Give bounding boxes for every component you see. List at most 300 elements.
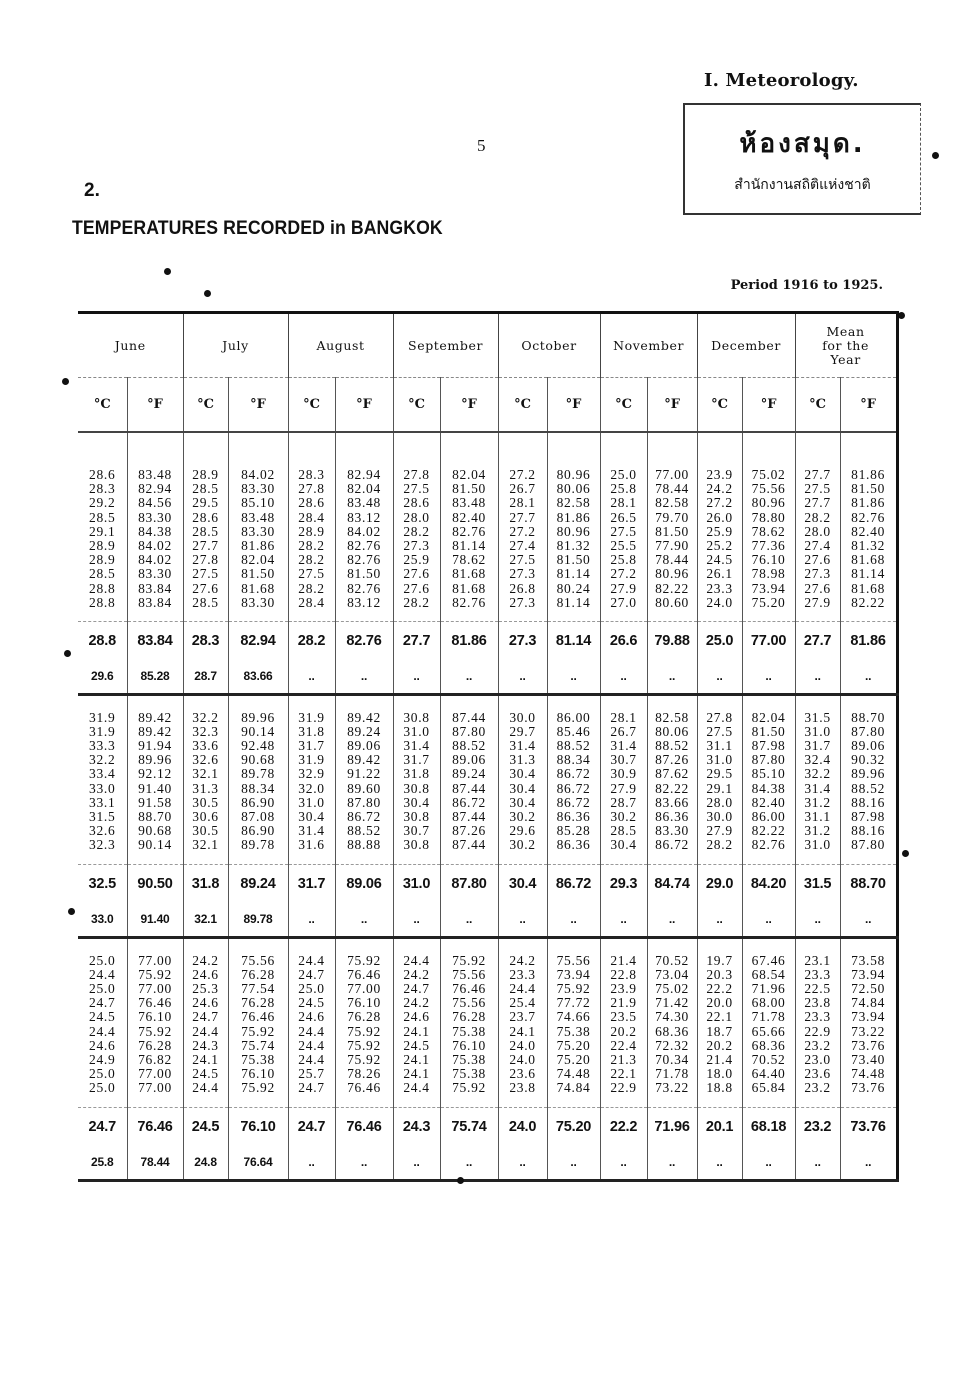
value-cell: 25.7 [298, 1066, 325, 1082]
value-cell: 28.5 [192, 594, 219, 610]
value-cell: 31.4 [804, 780, 831, 796]
value-cell: 72.32 [655, 1037, 689, 1053]
value-cell: 82.40 [751, 794, 786, 810]
value-cell: 31.4 [610, 737, 637, 753]
value-cell: 91.94 [138, 737, 172, 753]
november-celsius-column [600, 937, 647, 1107]
value-cell: 27.5 [509, 552, 536, 568]
value-cell: 30.4 [298, 808, 325, 824]
october-fahrenheit-header: °F [547, 378, 600, 433]
summary-cell: .. [647, 1146, 697, 1181]
value-cell: 31.3 [509, 752, 536, 768]
value-cell: 75.56 [241, 952, 275, 968]
summary-row [78, 864, 897, 903]
value-cell: 76.46 [452, 980, 486, 996]
value-cell: 28.2 [298, 552, 325, 568]
value-cell: 29.1 [89, 523, 116, 539]
value-cell: 31.4 [509, 737, 536, 753]
value-cell: 88.70 [138, 808, 172, 824]
value-cell: 24.4 [509, 980, 536, 996]
summary-cell: 77.00 [742, 621, 795, 660]
value-cell: 28.2 [403, 523, 430, 539]
december-celsius-column [697, 937, 742, 1107]
value-cell: 24.7 [298, 966, 325, 982]
august-celsius-column [288, 694, 335, 864]
value-cell: 27.5 [706, 723, 733, 739]
november-celsius-column [600, 694, 647, 864]
september-fahrenheit-header: °F [440, 378, 498, 433]
unit-header-row [78, 378, 897, 433]
value-cell: 82.58 [655, 709, 689, 725]
value-cell: 77.36 [751, 538, 786, 554]
value-cell: 24.7 [403, 980, 430, 996]
summary-cell: 83.84 [127, 621, 183, 660]
value-cell: 25.3 [192, 980, 219, 996]
value-cell: 24.5 [706, 552, 733, 568]
value-cell: 89.42 [138, 709, 172, 725]
value-cell: 31.8 [298, 723, 325, 739]
value-cell: 83.66 [655, 794, 689, 810]
value-cell: 82.76 [347, 552, 381, 568]
value-cell: 32.6 [89, 823, 116, 839]
value-cell: 27.3 [804, 566, 831, 582]
value-cell: 81.14 [556, 594, 591, 610]
value-cell: 33.6 [192, 737, 219, 753]
value-cell: 28.4 [298, 594, 325, 610]
value-cell: 28.5 [89, 509, 116, 525]
value-cell: 29.1 [706, 780, 733, 796]
summary-cell: 33.0 [78, 903, 127, 938]
december-fahrenheit-column [742, 694, 795, 864]
october-fahrenheit-column [547, 432, 600, 621]
summary-cell: .. [498, 1146, 547, 1181]
october-fahrenheit-column [547, 937, 600, 1107]
value-cell: 82.76 [751, 837, 786, 853]
value-cell: 77.00 [138, 952, 172, 968]
value-cell: 28.5 [192, 523, 219, 539]
value-cell: 84.56 [138, 495, 172, 511]
value-cell: 31.4 [403, 737, 430, 753]
value-cell: 30.7 [403, 823, 430, 839]
value-cell: 26.0 [706, 509, 733, 525]
value-cell: 30.8 [403, 780, 430, 796]
stamp-line-1: ห้องสมุด. [739, 129, 866, 159]
summary-cell: .. [840, 903, 897, 938]
value-cell: 29.6 [509, 823, 536, 839]
value-cell: 65.84 [751, 1080, 786, 1096]
value-cell: 27.4 [509, 538, 536, 554]
value-cell: 28.6 [89, 467, 116, 482]
value-cell: 83.48 [138, 467, 172, 482]
value-cell: 28.5 [610, 823, 637, 839]
summary-cell: .. [697, 660, 742, 695]
summary-cell: 28.8 [88, 632, 116, 649]
value-cell: 81.68 [851, 580, 886, 596]
value-cell: 83.48 [452, 495, 486, 511]
december-celsius-column [697, 432, 742, 621]
value-cell: 82.76 [452, 594, 486, 610]
november-celsius-column [600, 432, 647, 621]
august-fahrenheit-column [335, 937, 393, 1107]
summary-row [78, 903, 897, 938]
value-cell: 83.30 [655, 823, 689, 839]
value-cell: 82.58 [655, 495, 689, 511]
value-cell: 84.02 [138, 538, 172, 554]
value-cell: 24.0 [509, 1051, 536, 1067]
value-cell: 75.56 [751, 481, 786, 497]
value-cell: 27.8 [298, 481, 325, 497]
value-cell: 31.5 [804, 709, 831, 725]
value-cell: 28.9 [298, 523, 325, 539]
value-cell: 30.4 [403, 794, 430, 810]
value-cell: 87.44 [452, 780, 486, 796]
value-cell: 86.72 [347, 808, 381, 824]
value-cell: 32.3 [192, 723, 219, 739]
value-cell: 82.22 [751, 823, 786, 839]
summary-cell: .. [498, 903, 547, 938]
value-cell: 75.20 [556, 1037, 591, 1053]
value-cell: 24.5 [298, 995, 325, 1011]
value-cell: 31.5 [89, 808, 116, 824]
value-cell: 83.48 [347, 495, 381, 511]
summary-cell: 76.10 [228, 1107, 288, 1146]
value-cell: 85.10 [751, 766, 786, 782]
value-cell: 81.50 [655, 523, 689, 539]
value-cell: 89.06 [851, 737, 886, 753]
value-cell: 25.9 [403, 552, 430, 568]
august-fahrenheit-column [335, 432, 393, 621]
value-cell: 86.72 [556, 766, 591, 782]
value-cell: 75.92 [347, 1037, 381, 1053]
value-cell: 27.6 [192, 580, 219, 596]
value-cell: 27.9 [610, 780, 637, 796]
value-cell: 87.26 [655, 752, 689, 768]
value-cell: 24.6 [192, 995, 219, 1011]
summary-cell: 22.2 [600, 1107, 647, 1146]
value-cell: 31.9 [298, 709, 325, 725]
library-stamp [683, 103, 921, 215]
summary-cell: 73.76 [840, 1107, 897, 1146]
value-cell: 76.82 [138, 1051, 172, 1067]
value-cell: 83.12 [347, 509, 381, 525]
value-cell: 64.40 [751, 1066, 786, 1082]
june-celsius-column [78, 937, 127, 1107]
value-cell: 89.96 [138, 752, 172, 768]
september-fahrenheit-column [440, 432, 498, 621]
value-cell: 25.0 [89, 1080, 116, 1096]
value-cell: 70.34 [655, 1051, 689, 1067]
value-cell: 27.5 [610, 523, 637, 539]
value-cell: 24.1 [192, 1051, 219, 1067]
value-cell: 33.3 [89, 737, 116, 753]
value-cell: 76.10 [347, 995, 381, 1011]
value-cell: 28.6 [192, 509, 219, 525]
value-cell: 32.3 [89, 837, 116, 853]
summary-cell: .. [440, 1146, 498, 1181]
value-cell: 31.4 [298, 823, 325, 839]
value-cell: 87.80 [851, 837, 886, 853]
value-cell: 87.98 [751, 737, 786, 753]
july-fahrenheit-column [228, 937, 288, 1107]
summary-cell: 27.7 [795, 621, 840, 660]
value-cell: 27.2 [706, 495, 733, 511]
value-cell: 71.42 [655, 995, 689, 1011]
value-cell: 28.5 [89, 566, 116, 582]
july-celsius-column [183, 694, 228, 864]
september-celsius-column [393, 694, 440, 864]
value-cell: 27.3 [509, 566, 536, 582]
value-cell: 77.54 [241, 980, 275, 996]
summary-cell: 30.4 [498, 864, 547, 903]
value-cell: 82.04 [751, 709, 786, 725]
value-cell: 27.2 [509, 523, 536, 539]
value-cell: 32.1 [192, 837, 219, 853]
value-cell: 22.2 [706, 980, 733, 996]
value-cell: 27.5 [298, 566, 325, 582]
value-cell: 28.2 [804, 509, 831, 525]
value-cell: 76.46 [347, 1080, 381, 1096]
summary-cell: 24.7 [288, 1107, 335, 1146]
value-cell: 30.8 [403, 837, 430, 853]
value-cell: 71.78 [751, 1009, 786, 1025]
value-cell: 27.3 [509, 594, 536, 610]
value-cell: 28.6 [403, 495, 430, 511]
value-cell: 20.0 [706, 995, 733, 1011]
value-cell: 70.52 [655, 952, 689, 968]
summary-cell: 28.3 [183, 621, 228, 660]
value-cell: 75.38 [452, 1066, 486, 1082]
value-cell: 29.2 [89, 495, 116, 511]
september-fahrenheit-column [440, 694, 498, 864]
value-cell: 27.5 [804, 481, 831, 497]
summary-cell: .. [440, 660, 498, 695]
value-cell: 23.6 [804, 1066, 831, 1082]
value-cell: 24.2 [192, 952, 219, 968]
summary-cell: 26.6 [600, 621, 647, 660]
month-header-july: July [183, 313, 288, 378]
value-cell: 28.8 [89, 580, 116, 596]
value-cell: 83.84 [138, 580, 172, 596]
value-cell: 22.9 [804, 1023, 831, 1039]
value-cell: 75.92 [556, 980, 591, 996]
value-cell: 81.50 [556, 552, 591, 568]
value-cell: 25.9 [706, 523, 733, 539]
value-cell: 29.5 [706, 766, 733, 782]
value-cell: 87.44 [452, 837, 486, 853]
september-celsius-header: °C [393, 378, 440, 433]
value-cell: 27.0 [610, 594, 637, 610]
month-header-august: August [288, 313, 393, 378]
value-cell: 82.40 [851, 523, 886, 539]
value-cell: 81.14 [452, 538, 486, 554]
december-celsius-header: °C [697, 378, 742, 433]
summary-cell: 28.7 [183, 660, 228, 695]
year-mean-fahrenheit-column [840, 694, 897, 864]
value-cell: 81.68 [851, 552, 886, 568]
ink-speck [898, 312, 905, 319]
value-cell: 22.8 [610, 966, 637, 982]
value-cell: 73.22 [655, 1080, 689, 1096]
value-cell: 82.76 [347, 580, 381, 596]
value-cell: 32.2 [89, 752, 116, 768]
value-cell: 24.4 [298, 1037, 325, 1053]
value-cell: 23.6 [509, 1066, 536, 1082]
value-cell: 76.28 [241, 995, 275, 1011]
value-cell: 27.2 [610, 566, 637, 582]
value-cell: 80.06 [556, 481, 591, 497]
value-cell: 23.3 [804, 1009, 831, 1025]
value-cell: 24.3 [192, 1037, 219, 1053]
value-cell: 75.56 [452, 995, 486, 1011]
table-title: TEMPERATURES RECORDED in BANGKOK [72, 218, 443, 239]
value-cell: 27.6 [403, 580, 430, 596]
june-fahrenheit-header: °F [127, 378, 183, 433]
value-cell: 25.0 [89, 952, 116, 968]
value-cell: 88.52 [452, 737, 486, 753]
value-cell: 24.2 [706, 481, 733, 497]
ink-speck [64, 650, 71, 657]
value-cell: 81.14 [851, 566, 886, 582]
value-cell: 24.4 [298, 1023, 325, 1039]
value-cell: 30.4 [509, 794, 536, 810]
month-header-row [78, 313, 897, 378]
summary-cell: 71.96 [647, 1107, 697, 1146]
value-cell: 32.2 [192, 709, 219, 725]
value-cell: 86.72 [452, 794, 486, 810]
summary-cell: 31.7 [288, 864, 335, 903]
value-cell: 77.00 [138, 980, 172, 996]
value-cell: 76.10 [138, 1009, 172, 1025]
value-cell: 28.3 [89, 481, 116, 497]
value-cell: 68.36 [655, 1023, 689, 1039]
year-mean-fahrenheit-header: °F [840, 378, 897, 433]
summary-cell: 79.88 [647, 621, 697, 660]
value-cell: 82.76 [452, 523, 486, 539]
value-cell: 23.5 [610, 1009, 637, 1025]
value-cell: 31.8 [403, 766, 430, 782]
value-cell: 76.10 [241, 1066, 275, 1082]
value-cell: 86.72 [556, 780, 591, 796]
value-cell: 82.04 [452, 467, 486, 482]
value-cell: 87.80 [751, 752, 786, 768]
value-cell: 86.90 [241, 794, 275, 810]
value-cell: 71.78 [655, 1066, 689, 1082]
value-cell: 81.86 [851, 467, 886, 482]
value-cell: 68.36 [751, 1037, 786, 1053]
value-cell: 24.4 [89, 966, 116, 982]
value-cell: 80.96 [655, 566, 689, 582]
ink-speck [164, 268, 171, 275]
summary-row [78, 1107, 897, 1146]
november-celsius-header: °C [600, 378, 647, 433]
value-cell: 89.78 [241, 837, 275, 853]
summary-cell: .. [742, 903, 795, 938]
summary-cell: 88.70 [840, 864, 897, 903]
value-cell: 83.30 [241, 481, 275, 497]
october-celsius-column [498, 432, 547, 621]
value-cell: 24.9 [89, 1051, 116, 1067]
value-cell: 82.94 [347, 467, 381, 482]
november-fahrenheit-column [647, 937, 697, 1107]
ink-speck [62, 378, 69, 385]
year-mean-celsius-column [795, 432, 840, 621]
value-cell: 24.6 [403, 1009, 430, 1025]
value-cell: 33.1 [89, 794, 116, 810]
value-cell: 24.1 [509, 1023, 536, 1039]
year-mean-fahrenheit-column [840, 937, 897, 1107]
value-cell: 73.04 [655, 966, 689, 982]
value-cell: 76.28 [241, 966, 275, 982]
value-cell: 30.2 [509, 808, 536, 824]
value-cell: 74.84 [851, 995, 886, 1011]
summary-cell: 24.3 [393, 1107, 440, 1146]
summary-cell: 89.24 [228, 864, 288, 903]
value-cell: 23.9 [610, 980, 637, 996]
value-cell: 28.2 [706, 837, 733, 853]
value-cell: 25.2 [706, 538, 733, 554]
value-cell: 20.2 [610, 1023, 637, 1039]
value-cell: 89.60 [347, 780, 381, 796]
value-cell: 24.4 [298, 1051, 325, 1067]
summary-cell: .. [335, 1146, 393, 1181]
value-cell: 81.50 [241, 566, 275, 582]
summary-cell: 68.18 [742, 1107, 795, 1146]
value-cell: 31.7 [298, 737, 325, 753]
period-label: Period 1916 to 1925. [730, 278, 883, 293]
summary-cell: 32.5 [88, 875, 116, 892]
august-fahrenheit-header: °F [335, 378, 393, 433]
value-cell: 24.1 [403, 1023, 430, 1039]
value-cell: 28.9 [89, 552, 116, 568]
value-cell: 81.50 [452, 481, 486, 497]
summary-cell: 89.06 [335, 864, 393, 903]
value-cell: 23.2 [804, 1080, 831, 1096]
value-cell: 31.9 [298, 752, 325, 768]
summary-cell: 31.0 [393, 864, 440, 903]
value-cell: 23.0 [804, 1051, 831, 1067]
value-cell: 23.8 [509, 1080, 536, 1096]
value-cell: 27.9 [706, 823, 733, 839]
value-cell: 24.4 [403, 1080, 430, 1096]
summary-cell: .. [498, 660, 547, 695]
summary-cell: 86.72 [547, 864, 600, 903]
temperature-table [78, 311, 899, 1182]
value-cell: 30.9 [610, 766, 637, 782]
value-cell: 82.58 [556, 495, 591, 511]
august-celsius-header: °C [288, 378, 335, 433]
value-cell: 30.2 [509, 837, 536, 853]
month-header-december: December [697, 313, 795, 378]
value-cell: 82.22 [655, 780, 689, 796]
month-header-october: October [498, 313, 600, 378]
value-cell: 21.4 [610, 952, 637, 968]
value-cell: 28.0 [403, 509, 430, 525]
value-cell: 87.44 [452, 709, 486, 725]
june-celsius-column [78, 432, 127, 621]
summary-cell: .. [795, 903, 840, 938]
summary-cell: 81.86 [840, 621, 897, 660]
value-cell: 75.20 [556, 1051, 591, 1067]
value-cell: 30.6 [192, 808, 219, 824]
value-cell: 21.4 [706, 1051, 733, 1067]
value-cell: 81.32 [851, 538, 886, 554]
value-cell: 90.68 [241, 752, 275, 768]
value-cell: 83.30 [241, 594, 275, 610]
value-cell: 24.5 [403, 1037, 430, 1053]
value-cell: 25.0 [298, 980, 325, 996]
value-cell: 73.94 [751, 580, 786, 596]
value-cell: 81.86 [556, 509, 591, 525]
